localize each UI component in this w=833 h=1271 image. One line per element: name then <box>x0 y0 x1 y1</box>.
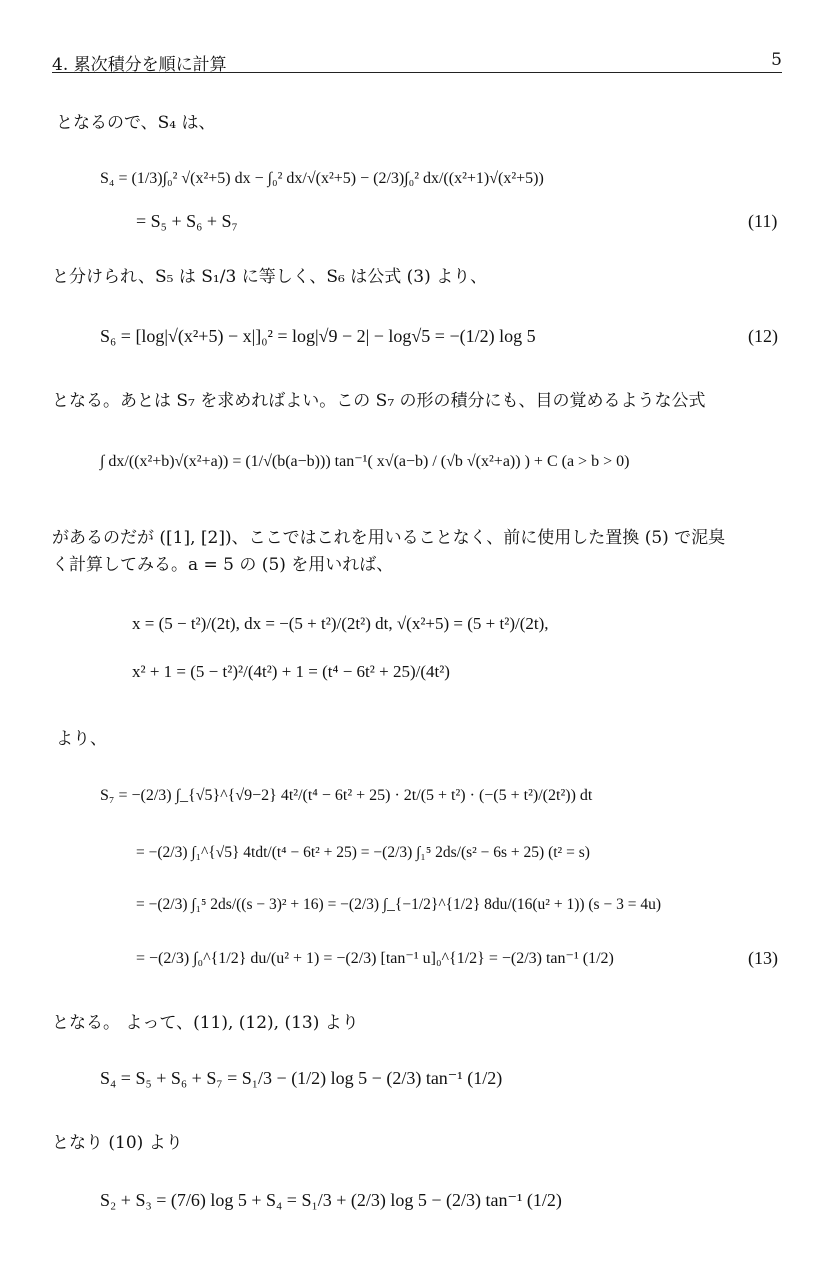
equation-s4: S₄ = S₅ + S₆ + S₇ = S₁/3 − (1/2) log 5 − (2/3) tan⁻¹ (1/2) <box>100 1068 503 1088</box>
paragraph-4a: があるのだが ([1], [2])、ここではこれを用いることなく、前に使用した置換 (5) で泥臭 <box>52 528 726 548</box>
paragraph-3: となる。あとは S₇ を求めればよい。この S₇ の形の積分にも、目の覚めるような公式 <box>52 391 706 411</box>
equation-12: S₆ = [log|√(x²+5) − x|]₀² = log|√9 − 2| − log√5 = −(1/2) log 5 <box>100 326 536 346</box>
paragraph-2: と分けられ、S₅ は S₁/3 に等しく、S₆ は公式 (3) より、 <box>52 267 488 287</box>
paragraph-4b: く計算してみる。a = 5 の (5) を用いれば、 <box>52 555 394 575</box>
paragraph-7: となり (10) より <box>52 1133 183 1153</box>
equation-number-11: (11) <box>748 211 778 231</box>
equation-13-line-1: S₇ = −(2/3) ∫_{√5}^{√9−2} 4t²/(t⁴ − 6t² + 25) · 2t/(5 + t²) · (−(5 + t²)/(2t²)) dt <box>100 787 593 804</box>
page-header <box>52 50 782 73</box>
equation-11-line-1: S₄ = (1/3)∫₀² √(x²+5) dx − ∫₀² dx/√(x²+5) − (2/3)∫₀² dx/((x²+1)√(x²+5)) <box>100 170 544 187</box>
equation-s2-s3: S₂ + S₃ = (7/6) log 5 + S₄ = S₁/3 + (2/3) log 5 − (2/3) tan⁻¹ (1/2) <box>100 1190 562 1210</box>
page-number: 5 <box>771 50 782 70</box>
equation-number-13: (13) <box>748 948 778 968</box>
equation-13-line-3: = −(2/3) ∫₁⁵ 2ds/((s − 3)² + 16) = −(2/3) ∫_{−1/2}^{1/2} 8du/(16(u² + 1)) (s − 3 = 4u) <box>136 896 661 913</box>
equation-number-12: (12) <box>748 326 778 346</box>
equation-13-line-4: = −(2/3) ∫₀^{1/2} du/(u² + 1) = −(2/3) [tan⁻¹ u]₀^{1/2} = −(2/3) tan⁻¹ (1/2) <box>136 950 614 967</box>
arctan-formula: ∫ dx/((x²+b)√(x²+a)) = (1/√(b(a−b))) tan⁻¹( x√(a−b) / (√b √(x²+a)) ) + C (a > b > 0) <box>100 453 630 470</box>
equation-13-line-2: = −(2/3) ∫₁^{√5} 4tdt/(t⁴ − 6t² + 25) = −(2/3) ∫₁⁵ 2ds/(s² − 6s + 25) (t² = s) <box>136 844 590 861</box>
section-title: 4. 累次積分を順に計算 <box>52 55 227 75</box>
substitution-line-1: x = (5 − t²)/(2t), dx = −(5 + t²)/(2t²) dt, √(x²+5) = (5 + t²)/(2t), <box>132 614 549 633</box>
paragraph-6: となる。 よって、(11), (12), (13) より <box>52 1013 359 1033</box>
equation-11-line-2: = S₅ + S₆ + S₇ <box>136 211 238 231</box>
substitution-line-2: x² + 1 = (5 − t²)²/(4t²) + 1 = (t⁴ − 6t² + 25)/(4t²) <box>132 662 450 681</box>
paragraph-1: となるので、S₄ は、 <box>56 113 216 133</box>
paragraph-5: より、 <box>56 729 107 749</box>
